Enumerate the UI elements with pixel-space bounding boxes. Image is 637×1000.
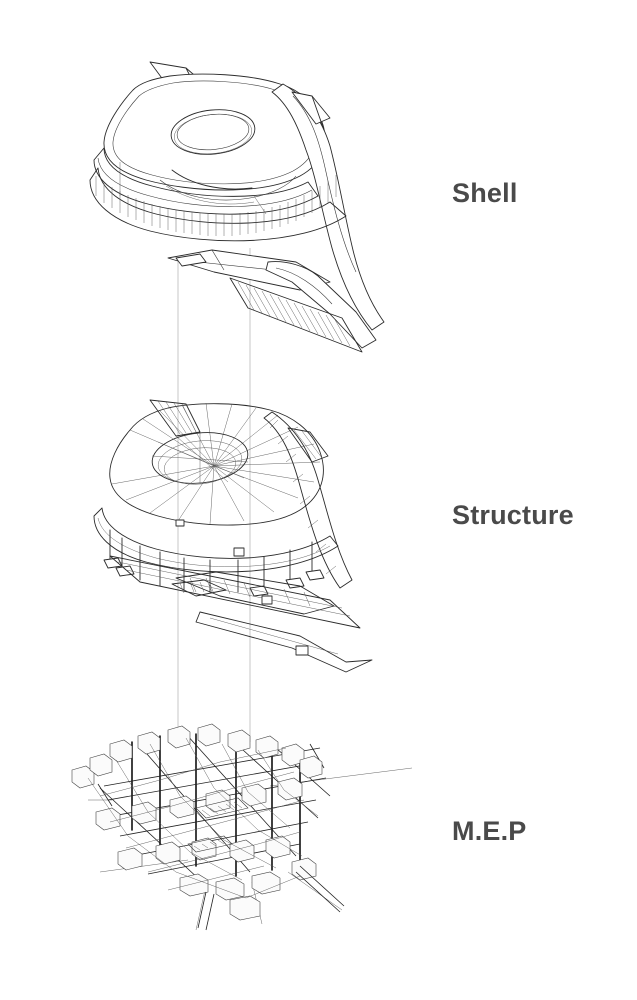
layer-label-mep: M.E.P <box>452 816 527 846</box>
alignment-guides <box>178 248 250 745</box>
roof-ribs <box>112 403 320 524</box>
layer-structure-drawing <box>94 400 372 672</box>
layer-label-structure: Structure <box>452 500 574 530</box>
layer-mep-drawing <box>72 724 412 930</box>
layer-label-shell: Shell <box>452 178 518 208</box>
layer-shell-drawing <box>90 62 384 352</box>
